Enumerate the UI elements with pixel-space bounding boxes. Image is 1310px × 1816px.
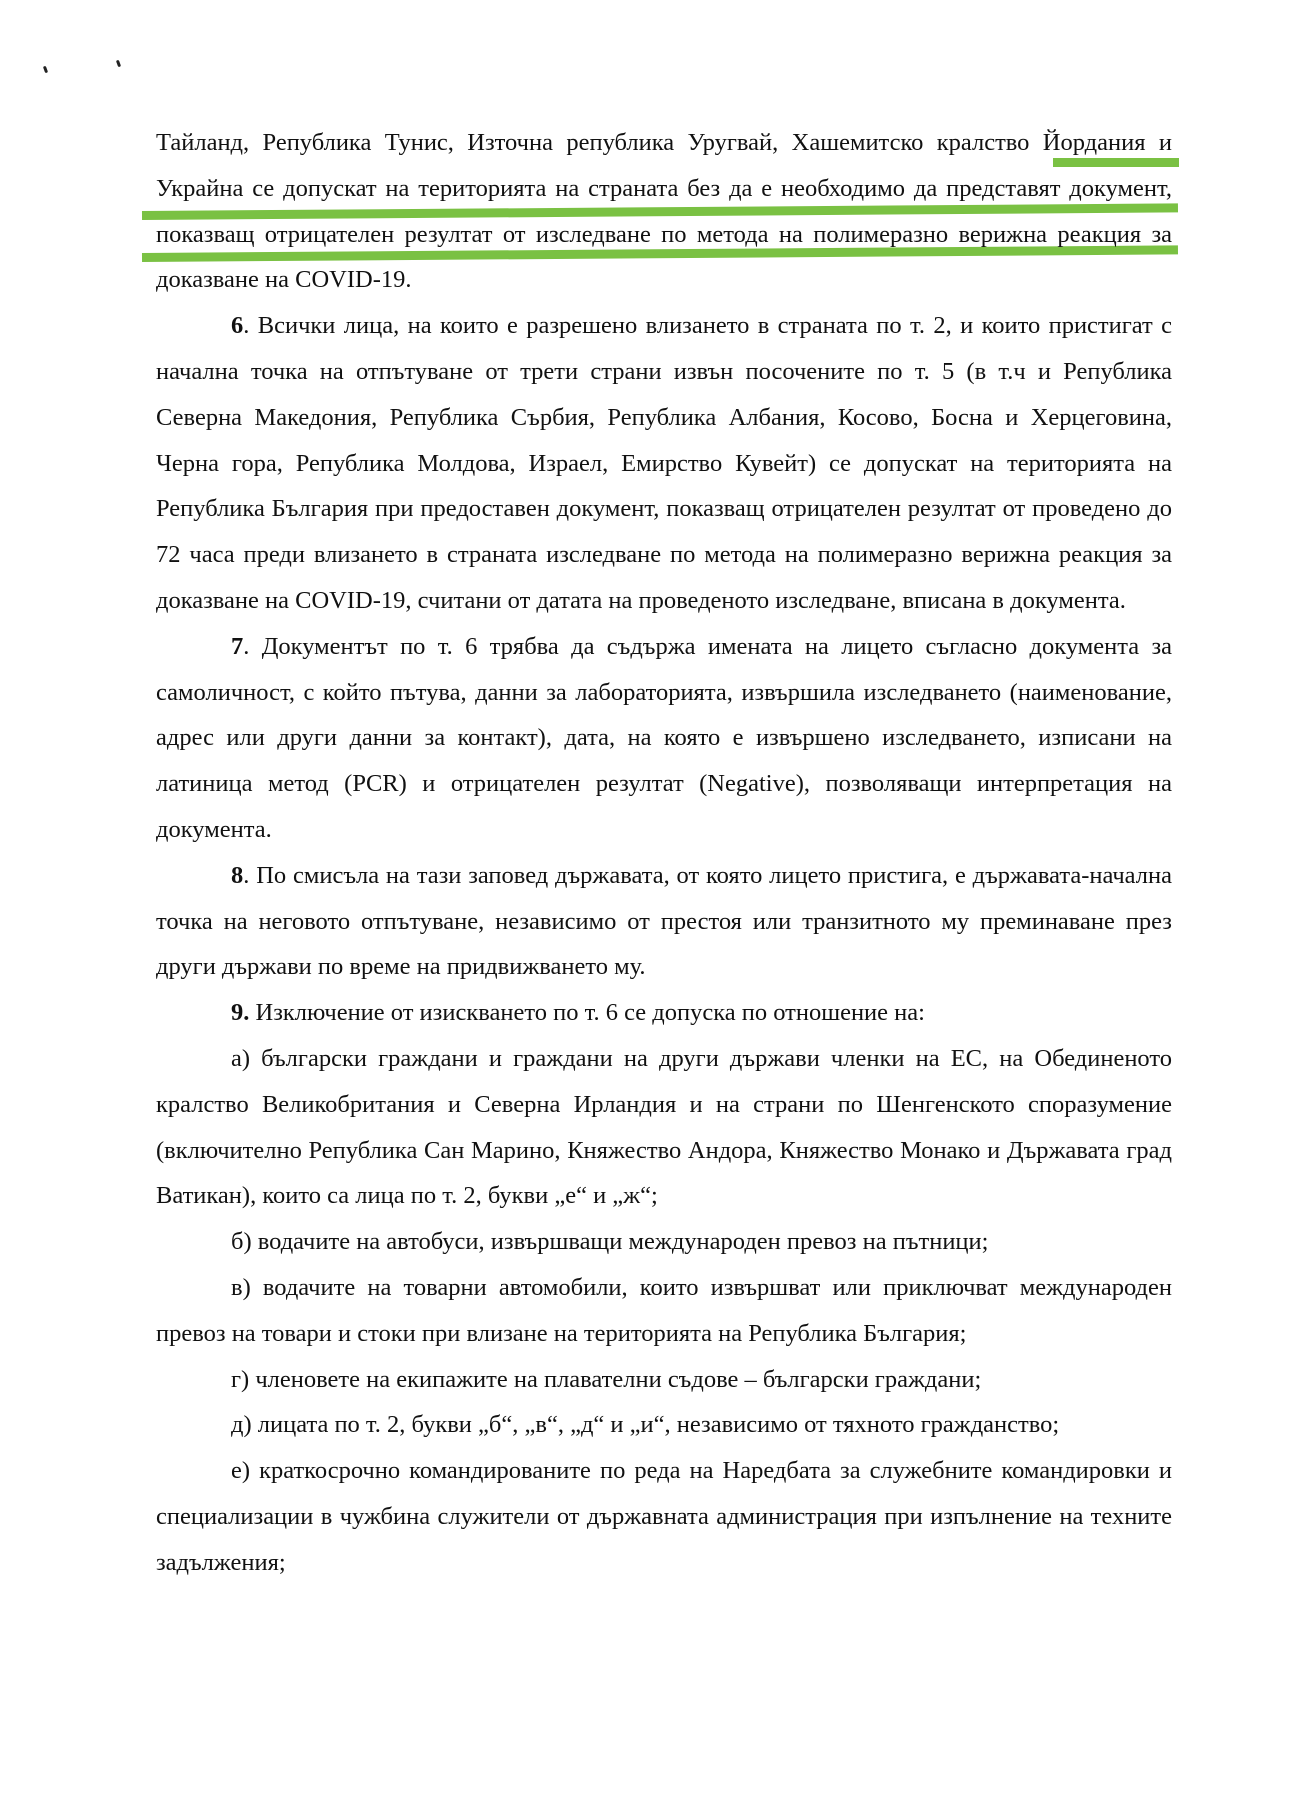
section-number: 7 [231, 632, 244, 660]
section-text: . Всички лица, на които е разрешено влизането в страната по т. 2, и които пристигат с начална точка на отпътуване от трети страни извън посочените по т. 5 (в т.ч и Република Северна Македония, Република Сърбия, Република Албания, Косово, Босна и Херцеговина, Черна гора, Република Молдова, Израел, Емирство Кувейт) се допускат на територията на Република България при предоставен документ, показващ отрицателен резултат от проведено до 72 часа преди влизането в страната изследване по метода на полимеразно верижна реакция за доказване на COVID-19, считани от датата на проведеното изследване, вписана в документа. [156, 312, 1172, 614]
scan-speck [43, 66, 48, 74]
section-text: . Документът по т. 6 трябва да съдържа имената на лицето съгласно документа за самоличност, с който пътува, данни за лабораторията, извършила изследването (наименование, адрес или други данни за контакт), дата, на която е извършено изследването, изписани на латиница метод (PCR) и отрицателен резултат (Negative), позволяващи интерпретация на документа. [156, 632, 1172, 843]
sub-item-v: в) водачите на товарни автомобили, които извършват или приключват международен превоз на товари и стоки при влизане на територията на Република България; [156, 1273, 1172, 1347]
continuation-paragraph [156, 120, 1172, 303]
section-9 [156, 990, 1172, 1036]
section-number: 6 [231, 312, 244, 340]
sub-item-g: г) членовете на екипажите на плавателни съдове – български граждани; [231, 1365, 982, 1393]
paragraph-text: Тайланд, Република Тунис, Източна република Уругвай, Хашемитско кралство Йордания и Украйна се допускат на територията на страната без да е необходимо да представят документ, показващ отрицателен резултат от изследване по метода на полимеразно верижна реакция за доказване на COVID-19. [156, 129, 1172, 294]
section-6 [156, 303, 1172, 624]
sub-item-e: е) краткосрочно командированите по реда на Наредбата за служебните командировки и специализации в чужбина служители от държавната администрация при изпълнение на техните задължения; [156, 1457, 1172, 1576]
section-number: 9. [231, 999, 250, 1027]
section-text: . По смисъла на тази заповед държавата, от която лицето пристига, е държавата-начална точка на неговото отпътуване, независимо от престоя или транзитното му преминаване през други държави по време на придвижването му. [156, 861, 1172, 981]
section-8 [156, 853, 1172, 990]
sub-item-b: б) водачите на автобуси, извършващи международен превоз на пътници; [231, 1228, 989, 1256]
scan-speck [116, 60, 121, 68]
section-7 [156, 624, 1172, 853]
section-number: 8 [231, 861, 244, 889]
sub-item-a: а) български граждани и граждани на други държави членки на ЕС, на Обединеното кралство Великобритания и Северна Ирландия и на страни по Шенгенското споразумение (включително Република Сан Марино, Княжество Андора, Княжество Монако и Държавата град Ватикан), които са лица по т. 2, букви „е“ и „ж“; [156, 1044, 1172, 1210]
document-page [156, 120, 1172, 1586]
section-text: Изключение от изискването по т. 6 се допуска по отношение на: [249, 999, 925, 1027]
sub-item-d: д) лицата по т. 2, букви „б“, „в“, „д“ и „и“, независимо от тяхното гражданство; [231, 1411, 1060, 1439]
